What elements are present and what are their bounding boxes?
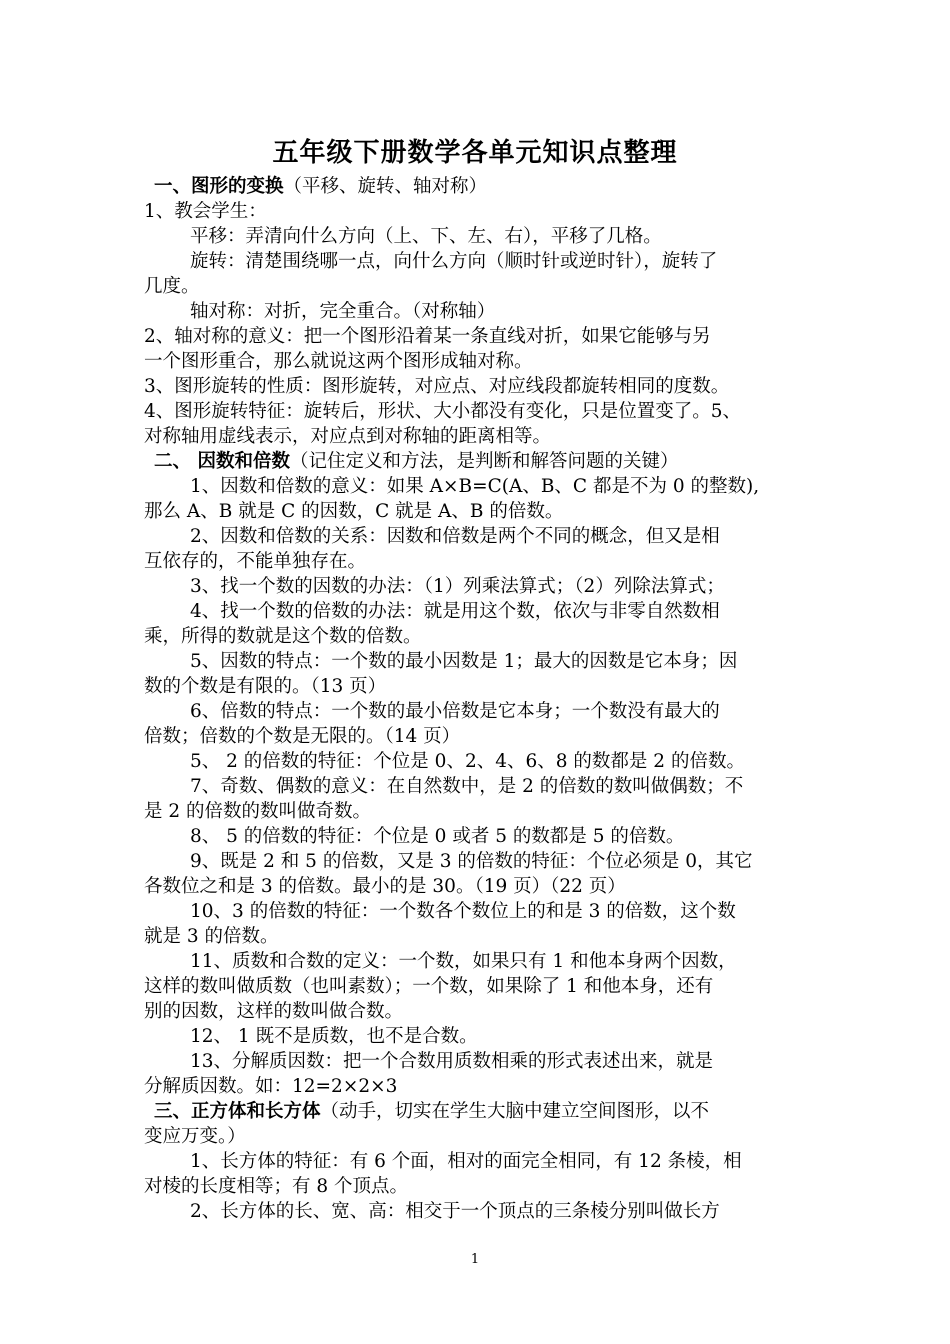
paragraph-line: 平移：弄清向什么方向（上、下、左、右），平移了几格。 bbox=[190, 226, 662, 247]
paragraph-line: 那么 A、B 就是 C 的因数，C 就是 A、B 的倍数。 bbox=[144, 501, 564, 522]
paragraph-line: 11、质数和合数的定义：一个数，如果只有 1 和他本身两个因数， bbox=[190, 951, 737, 972]
section-note: （记住定义和方法，是判断和解答问题的关键） bbox=[289, 451, 679, 472]
paragraph-line: 互依存的，不能单独存在。 bbox=[144, 551, 367, 572]
paragraph-line: 2、长方体的长、宽、高：相交于一个顶点的三条棱分别叫做长方 bbox=[190, 1201, 720, 1222]
section-heading-line bbox=[144, 174, 812, 199]
paragraph-line: 这样的数叫做质数（也叫素数）；一个数，如果除了 1 和他本身，还有 bbox=[144, 976, 714, 997]
paragraph-line: 轴对称：对折，完全重合。（对称轴） bbox=[190, 301, 496, 322]
paragraph-line: 倍数；倍数的个数是无限的。（14 页） bbox=[144, 726, 461, 747]
paragraph-line: 1、长方体的特征：有 6 个面，相对的面完全相同，有 12 条棱，相 bbox=[190, 1151, 742, 1172]
section-note: （平移、旋转、轴对称） bbox=[283, 176, 488, 197]
section-heading: 三、正方体和长方体 bbox=[154, 1101, 321, 1122]
section-heading-line bbox=[144, 449, 812, 474]
page-number: 1 bbox=[470, 1252, 480, 1267]
paragraph-line: 1、因数和倍数的意义：如果 A×B=C(A、B、C 都是不为 0 的整数), bbox=[190, 476, 760, 497]
paragraph-line: 3、找一个数的因数的办法：（1）列乘法算式；（2）列除法算式； bbox=[190, 576, 725, 597]
paragraph-line: 各数位之和是 3 的倍数。最小的是 30。（19 页）（22 页） bbox=[144, 876, 626, 897]
paragraph-line: 5、因数的特点：一个数的最小因数是 1；最大的因数是它本身；因 bbox=[190, 651, 738, 672]
paragraph-line: 变应万变。） bbox=[144, 1126, 246, 1147]
document-title: 五年级下册数学各单元知识点整理 bbox=[272, 138, 678, 168]
section-note: （动手，切实在学生大脑中建立空间图形，以不 bbox=[320, 1101, 710, 1122]
paragraph-line: 别的因数，这样的数叫做合数。 bbox=[144, 1001, 404, 1022]
paragraph-line: 几度。 bbox=[144, 276, 200, 297]
paragraph-line: 是 2 的倍数的数叫做奇数。 bbox=[144, 801, 372, 822]
paragraph-line: 10、3 的倍数的特征：一个数各个数位上的和是 3 的倍数，这个数 bbox=[190, 901, 736, 922]
paragraph-line: 分解质因数。如：12=2×2×3 bbox=[144, 1076, 398, 1097]
paragraph-line: 数的个数是有限的。（13 页） bbox=[144, 676, 387, 697]
paragraph-line: 4、找一个数的倍数的办法：就是用这个数，依次与非零自然数相 bbox=[190, 601, 720, 622]
paragraph-line: 旋转：清楚围绕哪一点，向什么方向（顺时针或逆时针），旋转了 bbox=[190, 251, 718, 272]
paragraph-line: 1、教会学生： bbox=[144, 201, 267, 222]
paragraph-line: 一个图形重合，那么就说这两个图形成轴对称。 bbox=[144, 351, 533, 372]
section-heading-line bbox=[144, 1099, 812, 1124]
paragraph-line: 8、 5 的倍数的特征：个位是 0 或者 5 的数都是 5 的倍数。 bbox=[190, 826, 685, 847]
section-heading: 二、 因数和倍数 bbox=[154, 451, 290, 472]
paragraph-line: 对棱的长度相等；有 8 个顶点。 bbox=[144, 1176, 409, 1197]
paragraph-line: 乘，所得的数就是这个数的倍数。 bbox=[144, 626, 422, 647]
paragraph-line: 就是 3 的倍数。 bbox=[144, 926, 279, 947]
paragraph-line: 4、图形旋转特征：旋转后，形状、大小都没有变化，只是位置变了。5、 bbox=[144, 401, 742, 422]
paragraph-line: 对称轴用虚线表示，对应点到对称轴的距离相等。 bbox=[144, 426, 552, 447]
paragraph-line: 5、 2 的倍数的特征：个位是 0、2、4、6、8 的数都是 2 的倍数。 bbox=[190, 751, 745, 772]
section-heading: 一、图形的变换 bbox=[154, 176, 284, 197]
paragraph-line: 3、图形旋转的性质：图形旋转，对应点、对应线段都旋转相同的度数。 bbox=[144, 376, 730, 397]
document-body bbox=[144, 174, 812, 1224]
paragraph-line: 7、奇数、偶数的意义：在自然数中，是 2 的倍数的数叫做偶数；不 bbox=[190, 776, 744, 797]
paragraph-line: 2、因数和倍数的关系：因数和倍数是两个不同的概念，但又是相 bbox=[190, 526, 720, 547]
paragraph-line: 2、轴对称的意义：把一个图形沿着某一条直线对折，如果它能够与另 bbox=[144, 326, 711, 347]
paragraph-line: 12、 1 既不是质数，也不是合数。 bbox=[190, 1026, 478, 1047]
paragraph-line: 9、既是 2 和 5 的倍数，又是 3 的倍数的特征：个位必须是 0，其它 bbox=[190, 851, 753, 872]
paragraph-line: 13、分解质因数：把一个合数用质数相乘的形式表述出来，就是 bbox=[190, 1051, 714, 1072]
paragraph-line: 6、倍数的特点：一个数的最小倍数是它本身；一个数没有最大的 bbox=[190, 701, 720, 722]
